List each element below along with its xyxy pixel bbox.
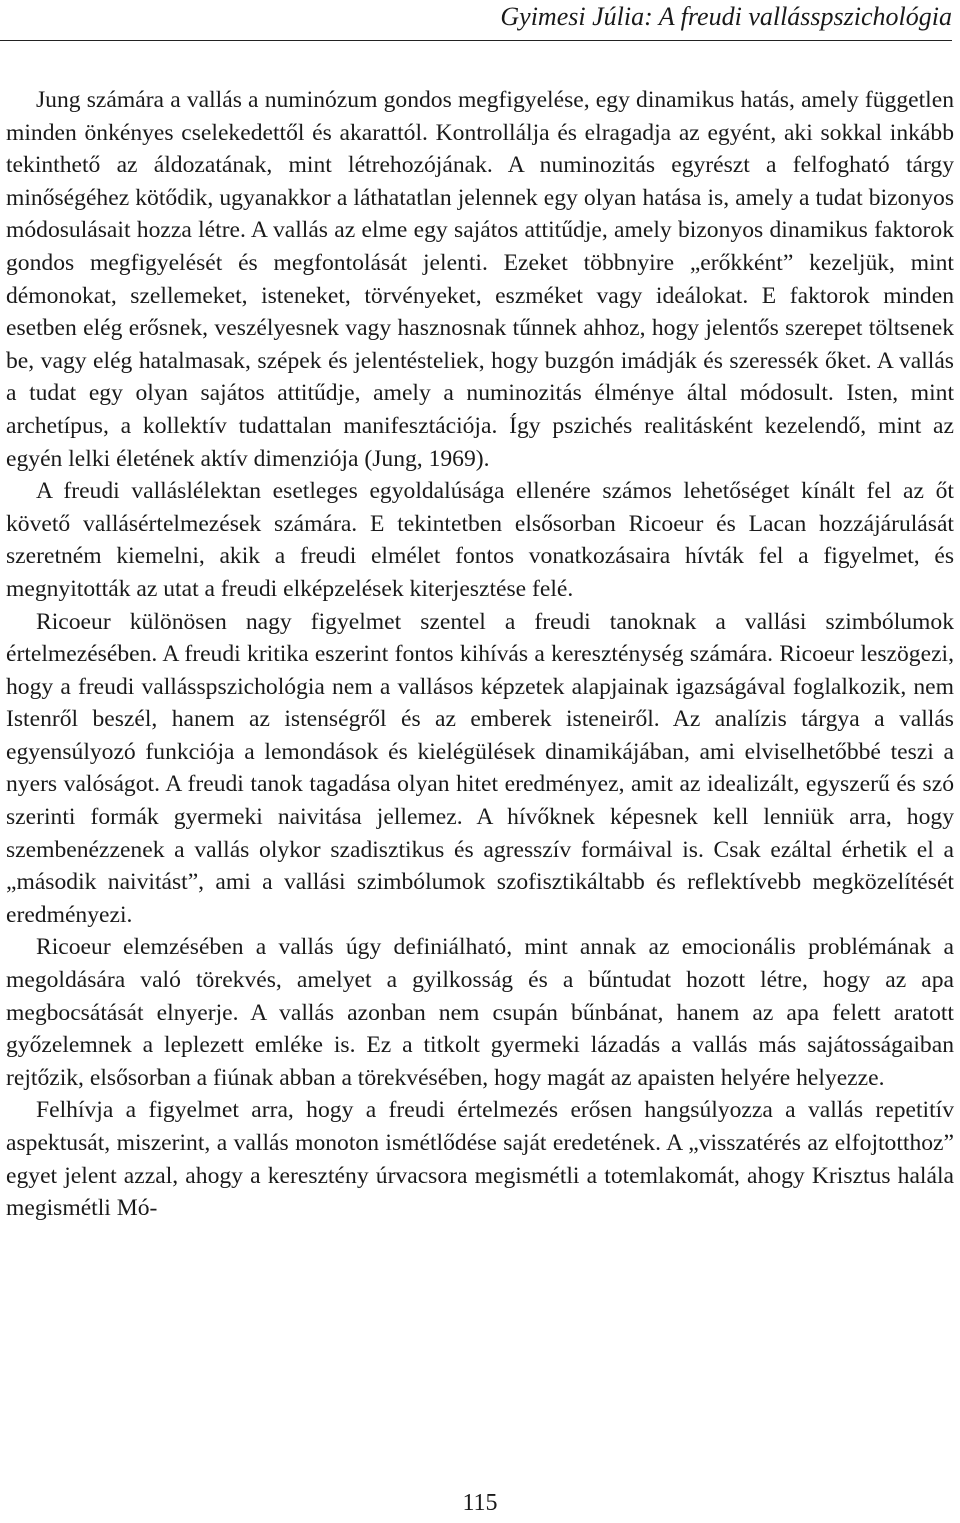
- page-number: 115: [462, 1490, 498, 1516]
- running-head: [0, 0, 952, 41]
- running-head-title: Gyimesi Júlia: A freudi vallásspszichológia: [500, 2, 952, 31]
- paragraph: Felhívja a figyelmet arra, hogy a freudi értelmezés erősen hangsúlyozza a vallás repetitív aspektusát, miszerint, a vallás monoton ismétlődése saját eredetének. A „visszatérés az elfojtotthoz” egyet jelent azzal, ahogy a keresztény úrvacsora megismétli a totemlakomát, ahogy Krisztus halála megismétli Mó-: [6, 1097, 954, 1222]
- paragraph: Jung számára a vallás a numinózum gondos megfigyelése, egy dinamikus hatás, amely független minden önkényes cselekedettől és akarattól. Kontrollálja és elragadja az egyént, aki sokkal inkább tekinthető az áldozatának, mint létrehozójának. A numinozitás egyrészt a felfogható tárgy minőségéhez kötődik, ugyanakkor a láthatatlan jelennek egy olyan hatása is, amely a tudat bizonyos módosulásait hozza létre. A vallás az elme egy sajátos attitűdje, amely bizonyos dinamikus faktorok gondos megfigyelését és megfontolását jelenti. Ezeket többnyire „erőkként” kezeljük, mint démonokat, szellemeket, isteneket, törvényeket, eszméket vagy ideálokat. E faktorok minden esetben elég erősnek, veszélyesnek vagy hasznosnak tűnnek ahhoz, hogy jelentős szerepet töltsenek be, vagy elég hatalmasak, szépek és jelentésteliek, hogy buzgón imádják és szeressék őket. A vallás a tudat egy olyan sajátos attitűdje, amely a numinozitás élménye által módosult. Isten, mint archetípus, a kollektív tudattalan manifesztációja. Így pszichés realitásként kezelendő, mint az egyén lelki életének aktív dimenziója (Jung, 1969).: [6, 87, 954, 472]
- paragraph: A freudi valláslélektan esetleges egyoldalúsága ellenére számos lehetőséget kínált fel az őt követő vallásértelmezések számára. E tekintetben elsősorban Ricoeur és Lacan hozzájárulását szeretném kiemelni, akik a freudi elmélet fontos vonatkozásaira hívták fel a figyelmet, és megnyitották az utat a freudi elképzelések kiterjesztése felé.: [6, 478, 954, 602]
- body-text: [6, 84, 954, 1225]
- paragraph: Ricoeur különösen nagy figyelmet szentel a freudi tanoknak a vallási szimbólumok értelmezésében. A freudi kritika eszerint fontos kihívás a kereszténység számára. Ricoeur leszögezi, hogy a freudi vallásspszichológia nem a vallásos képzetek alapjainak igazságával foglalkozik, nem Istenről beszél, hanem az istenségről és az emberek isteneiről. Az analízis tárgya a vallás egyensúlyozó funkciója a lemondások és kielégülések dinamikájában, ami elviselhetőbbé teszi a nyers valóságot. A freudi tanok tagadása olyan hitet eredményez, amit az idealizált, egyszerű és szó szerinti formák gyermeki naivitása jellemez. A hívőknek képesnek kell lenniük arra, hogy szembenézzenek a vallás olykor szadisztikus és agresszív formáival is. Csak ezáltal érhetik el a „második naivitást”, ami a vallási szimbólumok szofisztikáltabb és reflektívebb megközelítését eredményezi.: [6, 608, 954, 928]
- paragraph: Ricoeur elemzésében a vallás úgy definiálható, mint annak az emocionális problémának a megoldására való törekvés, amelyet a gyilkosság és a bűntudat hozott létre, hogy az apa megbocsátását elnyerje. A vallás azonban nem csupán bűnbánat, hanem az apa felett aratott győzelemnek a leplezett emléke is. Ez a titkolt gyermeki lázadás a vallás más sajátosságaiban rejtőzik, elsősorban a fiúnak abban a törekvésében, hogy magát az apaisten helyére helyezze.: [6, 934, 954, 1091]
